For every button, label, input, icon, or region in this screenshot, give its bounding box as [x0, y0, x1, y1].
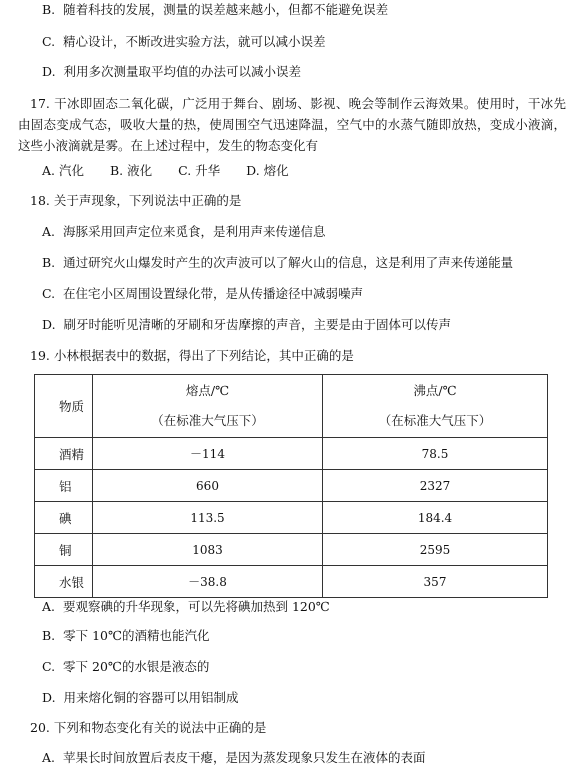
table-row: 水银 －38.8 357 [35, 566, 548, 598]
q20-stem: 20. 下列和物态变化有关的说法中正确的是 [30, 720, 267, 735]
q19-option-d: D. 用来熔化铜的容器可以用铝制成 [42, 690, 239, 705]
table-row: 铜 1083 2595 [35, 534, 548, 566]
q18-stem: 18. 关于声现象，下列说法中正确的是 [30, 193, 242, 208]
q18-option-d: D. 刷牙时能听见清晰的牙刷和牙齿摩擦的声音，主要是由于固体可以传声 [42, 317, 452, 332]
q20-option-a: A. 苹果长时间放置后表皮干瘪，是因为蒸发现象只发生在液体的表面 [42, 750, 426, 765]
q18-option-b: B. 通过研究火山爆发时产生的次声波可以了解火山的信息，这是利用了声来传递能量 [42, 255, 514, 270]
table-row: 碘 113.5 184.4 [35, 502, 548, 534]
q16-option-b: B. 随着科技的发展，测量的误差越来越小，但都不能避免误差 [42, 2, 389, 17]
q18-option-a: A. 海豚采用回声定位来觅食，是利用声来传递信息 [42, 224, 326, 239]
q18-option-c: C. 在住宅小区周围设置绿化带，是从传播途径中减弱噪声 [42, 286, 364, 301]
q19-option-b: B. 零下 10℃的酒精也能汽化 [42, 628, 210, 643]
q19-option-a: A. 要观察碘的升华现象，可以先将碘加热到 120℃ [42, 599, 330, 614]
q17-choice-a: A. 汽化 [42, 163, 84, 178]
q17-choice-d: D. 熔化 [246, 163, 289, 178]
melting-boiling-table [34, 374, 548, 598]
q17-choice-b: B. 液化 [109, 163, 153, 178]
table-header-row [35, 375, 548, 438]
q17-choice-c: C. 升华 [178, 163, 221, 178]
q19-option-c: C. 零下 20℃的水银是液态的 [42, 659, 210, 674]
q17-stem: 17. 干冰即固态二氧化碳，广泛用于舞台、剧场、影视、晚会等制作云海效果。使用时，干冰先由固态变成气态，吸收大量的热，使周围空气迅速降温，空气中的水蒸气随即放热，变成小液滴，这些小液滴就是雾。在上述过程中，发生的物态变化有 [18, 96, 566, 153]
q17-choices [42, 163, 311, 179]
header-melting-point: 熔点/℃ （在标准大气压下） [93, 375, 323, 438]
header-boiling-point: 沸点/℃ （在标准大气压下） [323, 375, 548, 438]
header-substance: 物质 [35, 375, 93, 438]
q16-option-c: C. 精心设计，不断改进实验方法，就可以减小误差 [42, 34, 326, 49]
q19-stem: 19. 小林根据表中的数据，得出了下列结论，其中正确的是 [30, 348, 354, 363]
table-row: 酒精 －114 78.5 [35, 438, 548, 470]
q16-option-d: D. 利用多次测量取平均值的办法可以减小误差 [42, 64, 302, 79]
table-row: 铝 660 2327 [35, 470, 548, 502]
